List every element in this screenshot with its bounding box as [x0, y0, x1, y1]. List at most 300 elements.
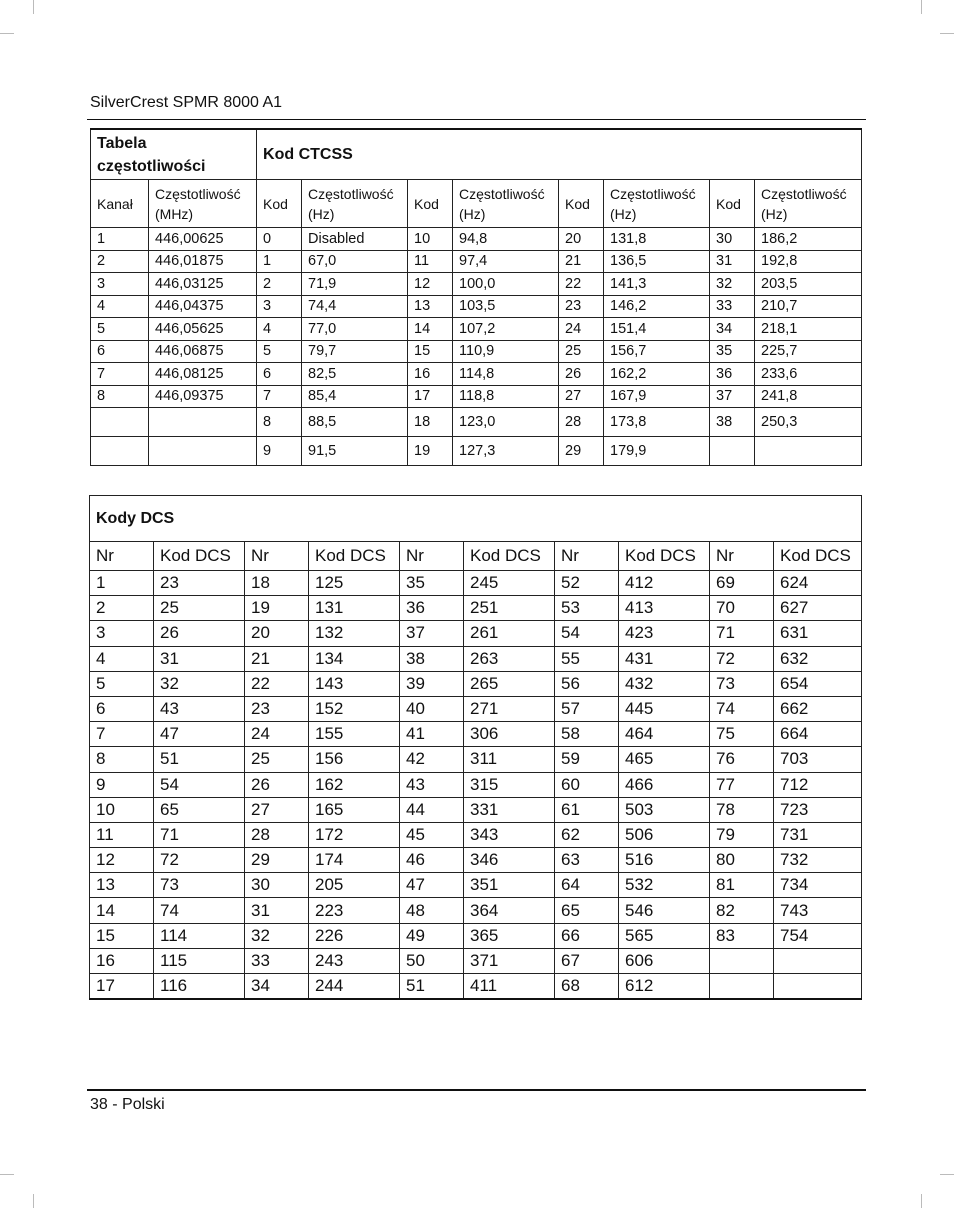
table-cell: 5 [91, 318, 149, 341]
col-header-kod: Kod [710, 180, 755, 228]
table-row [90, 772, 862, 797]
table-cell: 1 [91, 228, 149, 251]
table-cell: 72 [710, 646, 774, 671]
table-cell: 5 [257, 340, 302, 363]
table-cell: 34 [710, 318, 755, 341]
table-cell: 54 [555, 621, 619, 646]
table-cell: 331 [464, 797, 555, 822]
table-cell: 271 [464, 696, 555, 721]
table-cell: 754 [774, 923, 862, 948]
table-cell: 143 [309, 671, 400, 696]
table-cell: 36 [710, 363, 755, 386]
table-cell: 10 [90, 797, 154, 822]
table-cell: 59 [555, 747, 619, 772]
col-header-kod-dcs: Kod DCS [774, 542, 862, 571]
table-cell: 712 [774, 772, 862, 797]
table-cell: 48 [400, 898, 464, 923]
table-cell: 723 [774, 797, 862, 822]
table-cell: 503 [619, 797, 710, 822]
col-header-nr: Nr [400, 542, 464, 571]
table-cell [710, 948, 774, 973]
table-cell: 47 [154, 722, 245, 747]
table-cell: 116 [154, 974, 245, 1000]
table-cell: 28 [559, 408, 604, 437]
table-cell: 69 [710, 571, 774, 596]
table-cell: 4 [90, 646, 154, 671]
table-cell: 627 [774, 596, 862, 621]
table-cell: 47 [400, 873, 464, 898]
table-cell: 734 [774, 873, 862, 898]
col-header-kod-dcs: Kod DCS [619, 542, 710, 571]
table-cell: 32 [245, 923, 309, 948]
table-cell: 60 [555, 772, 619, 797]
col-header-nr: Nr [710, 542, 774, 571]
table-row [90, 671, 862, 696]
table-cell: 52 [555, 571, 619, 596]
table-cell: 146,2 [604, 295, 710, 318]
table-cell: 16 [408, 363, 453, 386]
table-cell: 71,9 [302, 273, 408, 296]
table-cell: 78 [710, 797, 774, 822]
table-cell: 51 [154, 747, 245, 772]
table-cell: 532 [619, 873, 710, 898]
table-cell: 9 [257, 437, 302, 466]
table-cell: 31 [154, 646, 245, 671]
table-cell: 226 [309, 923, 400, 948]
table-cell: 51 [400, 974, 464, 1000]
table-cell: 446,08125 [149, 363, 257, 386]
table-cell: 19 [245, 596, 309, 621]
table-row [90, 898, 862, 923]
table-cell: 261 [464, 621, 555, 646]
crop-mark [921, 0, 922, 14]
table-cell: 35 [400, 571, 464, 596]
table-cell: 446,09375 [149, 385, 257, 408]
table-cell: 446,04375 [149, 295, 257, 318]
table-cell: 24 [559, 318, 604, 341]
table-cell: 23 [245, 696, 309, 721]
table-cell: 412 [619, 571, 710, 596]
table-cell: 23 [559, 295, 604, 318]
table-cell: 71 [154, 822, 245, 847]
table-cell: 306 [464, 722, 555, 747]
table-cell: 26 [559, 363, 604, 386]
table-cell: 50 [400, 948, 464, 973]
table-cell: 18 [245, 571, 309, 596]
table-cell [774, 948, 862, 973]
table-cell: 103,5 [453, 295, 559, 318]
table-cell: 446,03125 [149, 273, 257, 296]
table-cell: 114,8 [453, 363, 559, 386]
table-cell: 45 [400, 822, 464, 847]
table-cell: 244 [309, 974, 400, 1000]
table-cell: 107,2 [453, 318, 559, 341]
table-cell: 167,9 [604, 385, 710, 408]
table-cell: 21 [559, 250, 604, 273]
table-cell: 94,8 [453, 228, 559, 251]
crop-mark [33, 1194, 34, 1208]
table-cell: 114 [154, 923, 245, 948]
table-cell: 67,0 [302, 250, 408, 273]
table-cell: 346 [464, 848, 555, 873]
table-cell: 57 [555, 696, 619, 721]
table-cell: 74 [154, 898, 245, 923]
crop-mark [940, 1174, 954, 1175]
table-cell: 55 [555, 646, 619, 671]
table-row [90, 596, 862, 621]
table-cell: 44 [400, 797, 464, 822]
table-cell: 2 [257, 273, 302, 296]
table-cell: 23 [154, 571, 245, 596]
table-cell: 72 [154, 848, 245, 873]
table-cell: 33 [245, 948, 309, 973]
table-cell: 34 [245, 974, 309, 1000]
crop-mark [0, 33, 14, 34]
col-header-freq-hz: Częstotliwość (Hz) [302, 180, 408, 228]
table-cell: 56 [555, 671, 619, 696]
table-cell: 12 [408, 273, 453, 296]
table-cell: 21 [245, 646, 309, 671]
table-cell: 565 [619, 923, 710, 948]
col-header-nr: Nr [555, 542, 619, 571]
table-cell: 210,7 [755, 295, 862, 318]
table-row [90, 848, 862, 873]
table-cell: 64 [555, 873, 619, 898]
table-cell: 162 [309, 772, 400, 797]
table-row [91, 385, 862, 408]
table-cell: 24 [245, 722, 309, 747]
table-cell: 67 [555, 948, 619, 973]
table-row [90, 696, 862, 721]
table-cell: 151,4 [604, 318, 710, 341]
table-cell: 205 [309, 873, 400, 898]
table-cell: 118,8 [453, 385, 559, 408]
table-cell: 731 [774, 822, 862, 847]
table-cell: 172 [309, 822, 400, 847]
table-cell [710, 437, 755, 466]
table-cell: 68 [555, 974, 619, 1000]
table-cell: 31 [710, 250, 755, 273]
table-cell: 506 [619, 822, 710, 847]
col-header-kod: Kod [559, 180, 604, 228]
table-cell [91, 437, 149, 466]
table-cell: 131,8 [604, 228, 710, 251]
table-cell: 19 [408, 437, 453, 466]
table-cell: 465 [619, 747, 710, 772]
table-cell: 22 [245, 671, 309, 696]
table-cell: 65 [154, 797, 245, 822]
table-cell: 186,2 [755, 228, 862, 251]
table-cell: 25 [559, 340, 604, 363]
table-cell: 223 [309, 898, 400, 923]
table-cell: 218,1 [755, 318, 862, 341]
col-header-kod-dcs: Kod DCS [464, 542, 555, 571]
table-cell: 27 [559, 385, 604, 408]
table-cell: 152 [309, 696, 400, 721]
table-cell: 26 [154, 621, 245, 646]
table-cell: 46 [400, 848, 464, 873]
table-row [90, 797, 862, 822]
ctcss-code-title: Kod CTCSS [257, 129, 862, 180]
table-cell: 15 [90, 923, 154, 948]
table-cell: 546 [619, 898, 710, 923]
table-cell: 17 [408, 385, 453, 408]
table-cell: 82,5 [302, 363, 408, 386]
table-cell: 703 [774, 747, 862, 772]
table-cell: 70 [710, 596, 774, 621]
table-cell: 13 [408, 295, 453, 318]
table-cell: 29 [245, 848, 309, 873]
table-cell: 11 [90, 822, 154, 847]
header-rule [87, 119, 866, 120]
table-cell: 76 [710, 747, 774, 772]
table-cell: 364 [464, 898, 555, 923]
table-cell: 8 [257, 408, 302, 437]
table-cell: 85,4 [302, 385, 408, 408]
table-cell: 311 [464, 747, 555, 772]
table-cell: 74 [710, 696, 774, 721]
table-cell: 662 [774, 696, 862, 721]
col-header-kod-dcs: Kod DCS [154, 542, 245, 571]
table-row [91, 318, 862, 341]
table-cell: 156,7 [604, 340, 710, 363]
table-cell: 156 [309, 747, 400, 772]
table-cell: 6 [91, 340, 149, 363]
crop-mark [0, 1174, 14, 1175]
table-cell: 466 [619, 772, 710, 797]
table-cell: 65 [555, 898, 619, 923]
table-cell: 203,5 [755, 273, 862, 296]
col-header-kod-dcs: Kod DCS [309, 542, 400, 571]
table-row [90, 747, 862, 772]
table-cell: 77 [710, 772, 774, 797]
table-cell: 110,9 [453, 340, 559, 363]
table-cell: 423 [619, 621, 710, 646]
table-cell: 77,0 [302, 318, 408, 341]
col-header-freq-mhz: Częstotliwość (MHz) [149, 180, 257, 228]
table-cell: 432 [619, 671, 710, 696]
table-cell: 446,01875 [149, 250, 257, 273]
table-cell: 606 [619, 948, 710, 973]
table-cell: 446,05625 [149, 318, 257, 341]
table-cell: 365 [464, 923, 555, 948]
table-cell: 4 [257, 318, 302, 341]
table-cell: 624 [774, 571, 862, 596]
table-cell: 411 [464, 974, 555, 1000]
table-row [91, 363, 862, 386]
table-cell: 243 [309, 948, 400, 973]
table-cell: 371 [464, 948, 555, 973]
table-cell: 265 [464, 671, 555, 696]
table-cell: 7 [90, 722, 154, 747]
table-cell: 80 [710, 848, 774, 873]
table-row [91, 408, 862, 437]
table-cell: 9 [90, 772, 154, 797]
table-row [90, 722, 862, 747]
table-cell: 88,5 [302, 408, 408, 437]
table-cell: 174 [309, 848, 400, 873]
table-cell: 13 [90, 873, 154, 898]
table-cell: 6 [257, 363, 302, 386]
table-cell: 42 [400, 747, 464, 772]
table-row [90, 873, 862, 898]
table-cell: 26 [245, 772, 309, 797]
dcs-table [89, 495, 862, 1000]
table-cell: 6 [90, 696, 154, 721]
table-cell: 79 [710, 822, 774, 847]
table-cell: 192,8 [755, 250, 862, 273]
table-row [91, 437, 862, 466]
page-footer: 38 - Polski [90, 1096, 165, 1113]
table-cell: 29 [559, 437, 604, 466]
table-row [90, 923, 862, 948]
table-cell: 39 [400, 671, 464, 696]
table-cell: 162,2 [604, 363, 710, 386]
table-cell: 464 [619, 722, 710, 747]
table-cell: 127,3 [453, 437, 559, 466]
table-cell: 343 [464, 822, 555, 847]
table-cell: 43 [400, 772, 464, 797]
table-row [91, 228, 862, 251]
table-cell: 30 [245, 873, 309, 898]
col-header-kanal: Kanał [91, 180, 149, 228]
table-cell: 413 [619, 596, 710, 621]
table-cell: 75 [710, 722, 774, 747]
table-cell: 351 [464, 873, 555, 898]
table-cell: 73 [154, 873, 245, 898]
table-row [90, 621, 862, 646]
table-row [91, 273, 862, 296]
col-header-nr: Nr [245, 542, 309, 571]
table-cell: 25 [245, 747, 309, 772]
table-cell: 732 [774, 848, 862, 873]
table-cell: 3 [90, 621, 154, 646]
table-cell: 173,8 [604, 408, 710, 437]
table-row [91, 250, 862, 273]
table-cell: 31 [245, 898, 309, 923]
table-cell: 225,7 [755, 340, 862, 363]
table-cell: 1 [90, 571, 154, 596]
table-cell: 8 [91, 385, 149, 408]
table-cell: 132 [309, 621, 400, 646]
table-row [90, 822, 862, 847]
table-cell: 63 [555, 848, 619, 873]
page-header: SilverCrest SPMR 8000 A1 [90, 94, 283, 111]
table-cell: 1 [257, 250, 302, 273]
table-cell: 58 [555, 722, 619, 747]
table-cell: 16 [90, 948, 154, 973]
table-cell: 32 [154, 671, 245, 696]
table-cell: 38 [400, 646, 464, 671]
table-cell: 38 [710, 408, 755, 437]
table-cell: 66 [555, 923, 619, 948]
table-cell: 79,7 [302, 340, 408, 363]
col-header-kod: Kod [257, 180, 302, 228]
table-cell: 136,5 [604, 250, 710, 273]
table-cell: 91,5 [302, 437, 408, 466]
table-cell: 73 [710, 671, 774, 696]
table-cell: 97,4 [453, 250, 559, 273]
table-cell: 49 [400, 923, 464, 948]
table-cell: 15 [408, 340, 453, 363]
table-cell: 315 [464, 772, 555, 797]
table-cell: 263 [464, 646, 555, 671]
table-cell: 233,6 [755, 363, 862, 386]
dcs-title: Kody DCS [90, 496, 862, 542]
table-cell [774, 974, 862, 1000]
table-cell: 43 [154, 696, 245, 721]
table-cell: 25 [154, 596, 245, 621]
col-header-freq-hz: Częstotliwość (Hz) [755, 180, 862, 228]
table-cell: 125 [309, 571, 400, 596]
table-cell [149, 408, 257, 437]
table-cell: 41 [400, 722, 464, 747]
table-cell: 141,3 [604, 273, 710, 296]
table-cell: 7 [257, 385, 302, 408]
table-cell: 28 [245, 822, 309, 847]
table-cell [149, 437, 257, 466]
table-cell: 20 [245, 621, 309, 646]
table-cell: 632 [774, 646, 862, 671]
table-cell: 250,3 [755, 408, 862, 437]
table-cell: 35 [710, 340, 755, 363]
crop-mark [33, 0, 34, 14]
table-cell: 516 [619, 848, 710, 873]
table-cell: 14 [408, 318, 453, 341]
table-cell: 2 [91, 250, 149, 273]
table-cell: 5 [90, 671, 154, 696]
col-header-freq-hz: Częstotliwość (Hz) [604, 180, 710, 228]
table-cell: 30 [710, 228, 755, 251]
table-cell: 62 [555, 822, 619, 847]
table-cell: 631 [774, 621, 862, 646]
table-cell: 134 [309, 646, 400, 671]
table-cell: 61 [555, 797, 619, 822]
table-cell: 40 [400, 696, 464, 721]
table-cell: 179,9 [604, 437, 710, 466]
table-cell: 33 [710, 295, 755, 318]
table-cell: 115 [154, 948, 245, 973]
table-cell: 3 [91, 273, 149, 296]
table-cell: 251 [464, 596, 555, 621]
table-cell: 54 [154, 772, 245, 797]
table-cell: 20 [559, 228, 604, 251]
table-cell: 12 [90, 848, 154, 873]
table-cell: 82 [710, 898, 774, 923]
table-cell: 2 [90, 596, 154, 621]
table-cell: 7 [91, 363, 149, 386]
table-cell: 3 [257, 295, 302, 318]
table-cell: 53 [555, 596, 619, 621]
table-cell: 36 [400, 596, 464, 621]
col-header-kod: Kod [408, 180, 453, 228]
table-cell: 37 [400, 621, 464, 646]
table-row [90, 948, 862, 973]
table-cell: 11 [408, 250, 453, 273]
table-cell: 81 [710, 873, 774, 898]
table-row [90, 571, 862, 596]
table-cell: 10 [408, 228, 453, 251]
table-cell: 743 [774, 898, 862, 923]
table-cell: 14 [90, 898, 154, 923]
table-cell: 131 [309, 596, 400, 621]
table-row [90, 646, 862, 671]
table-cell: 17 [90, 974, 154, 1000]
table-cell: 446,06875 [149, 340, 257, 363]
table-row [91, 295, 862, 318]
table-cell: 123,0 [453, 408, 559, 437]
table-cell [91, 408, 149, 437]
